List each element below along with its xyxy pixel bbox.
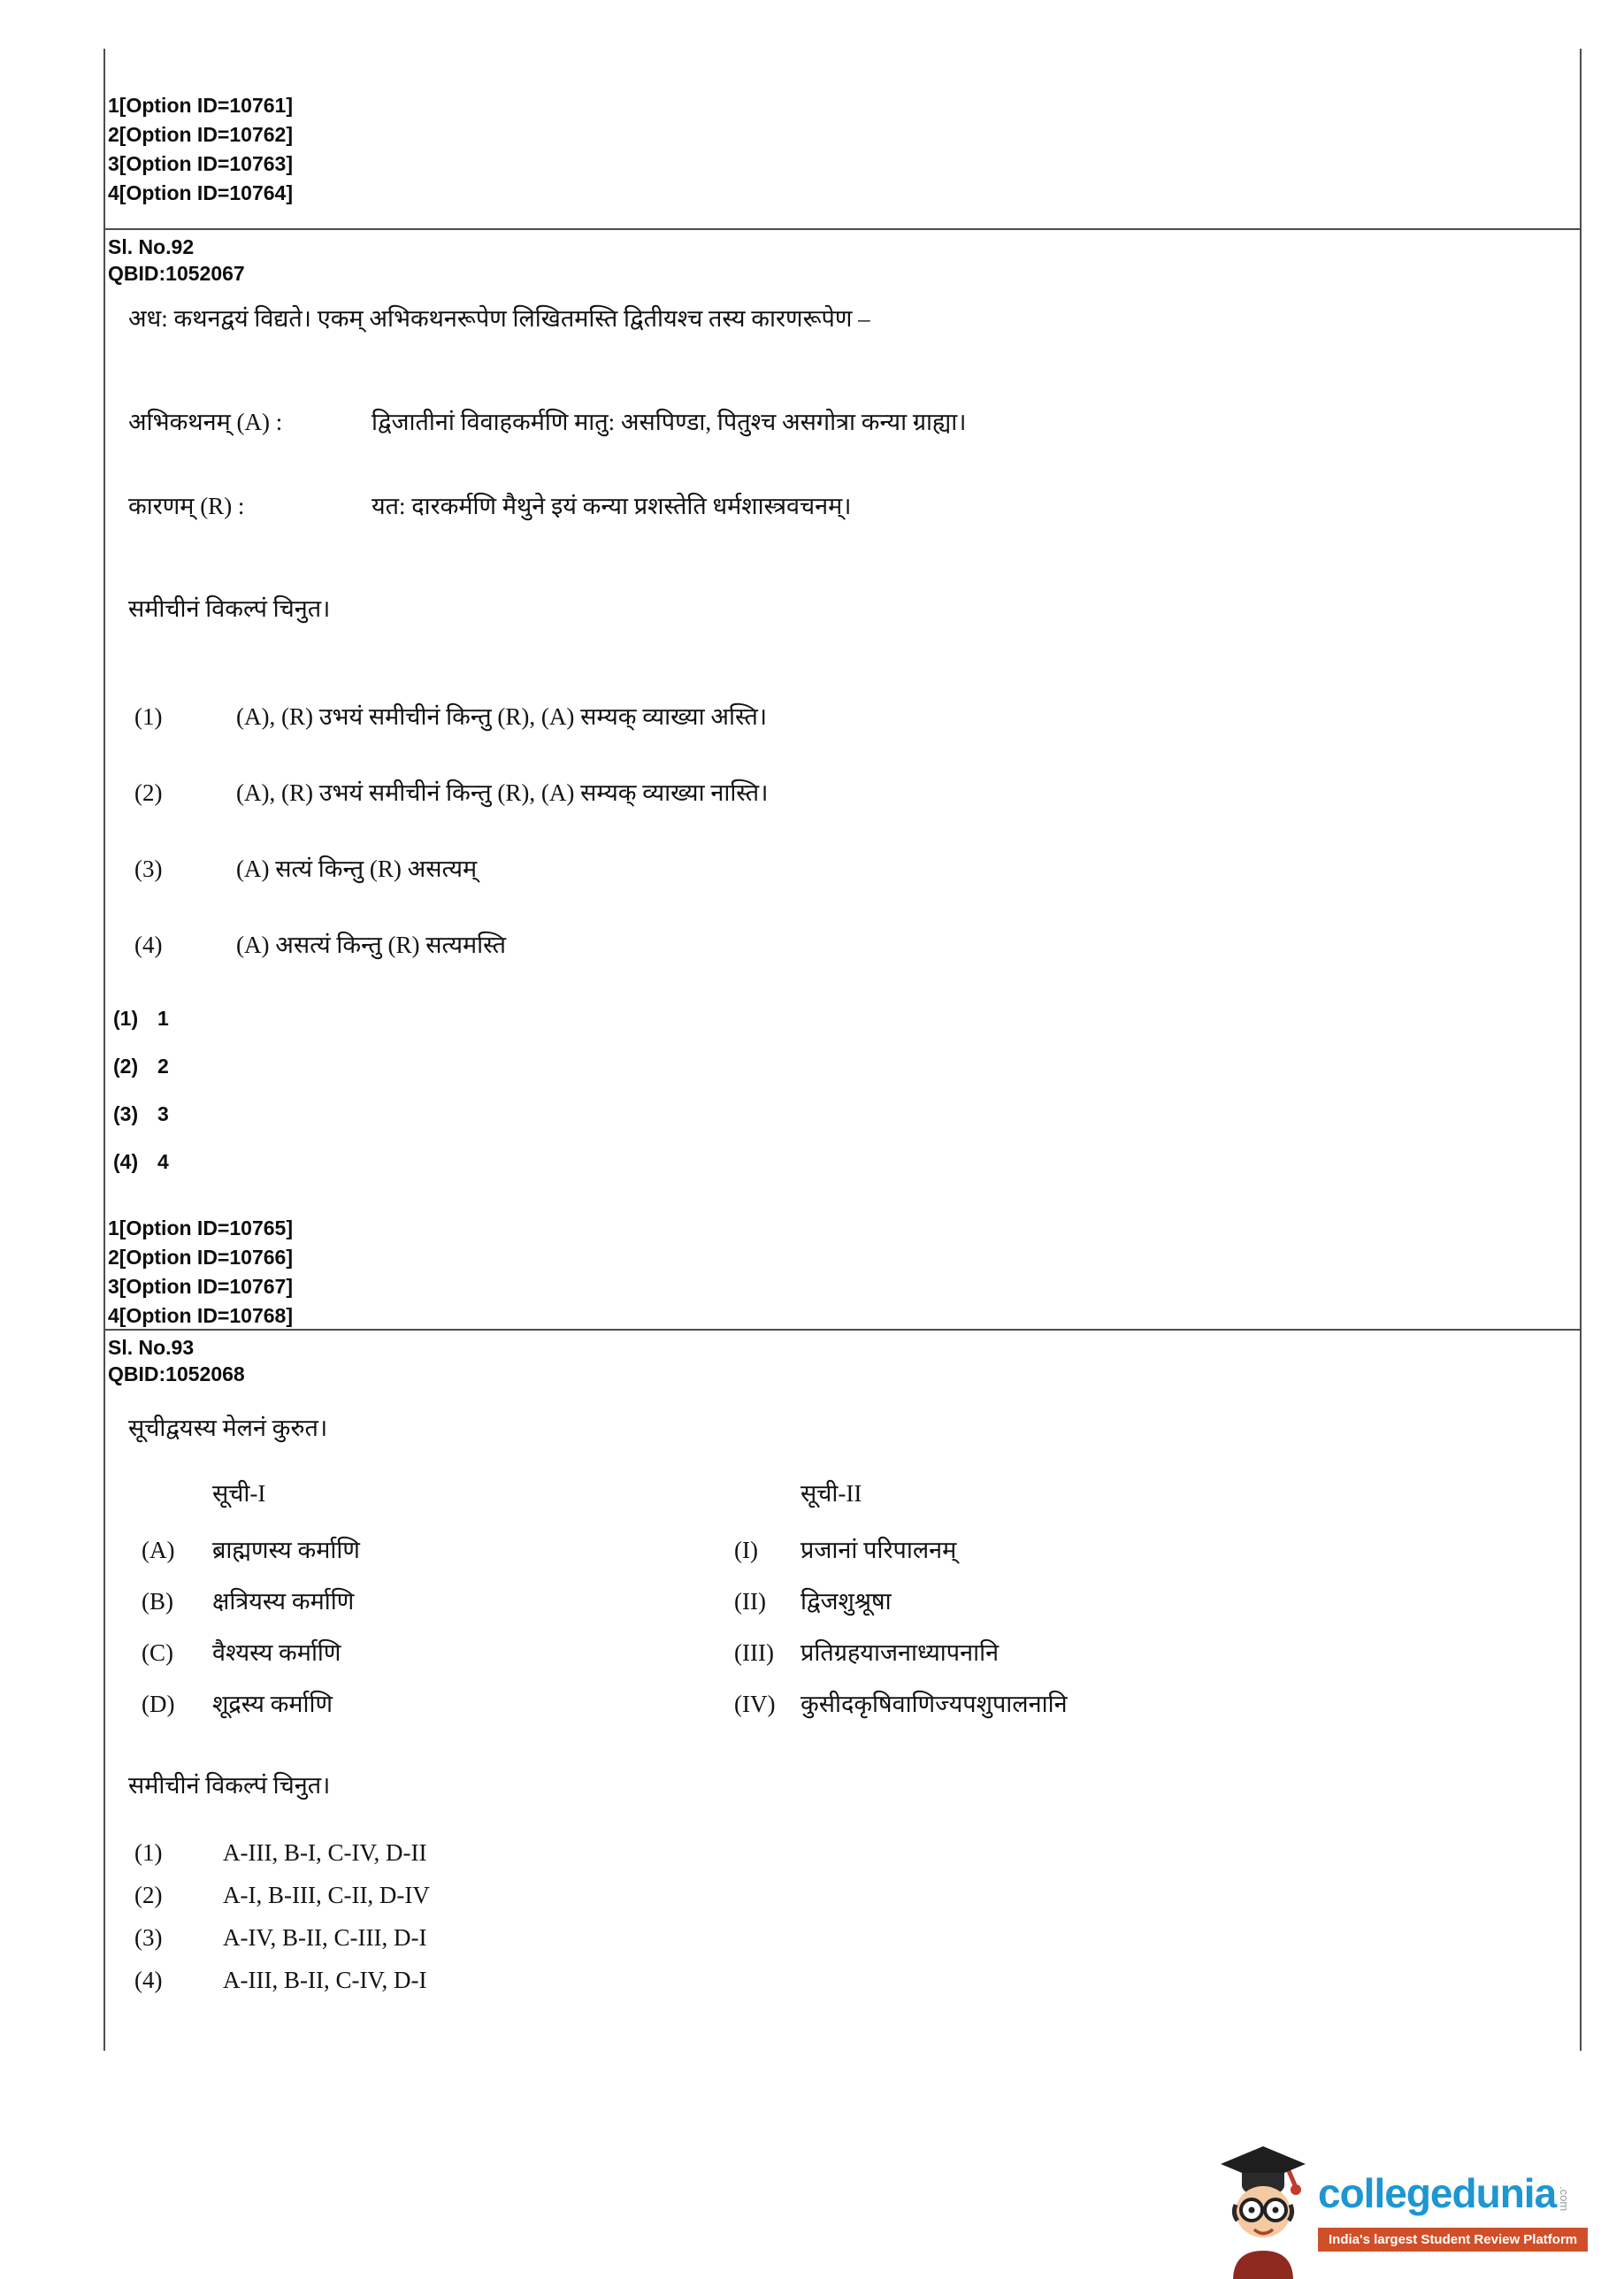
question-93-intro: सूचीद्वयस्य मेलनं कुरुत। bbox=[128, 1415, 328, 1441]
answer-number: (4) bbox=[113, 1150, 139, 1173]
question-92-assertion-row bbox=[128, 403, 967, 441]
list-1-item-number: (D) bbox=[142, 1691, 175, 1717]
option-id-line: 1[Option ID=10761] bbox=[108, 94, 293, 117]
option-number: (3) bbox=[134, 1924, 163, 1951]
question-92-option-row bbox=[134, 849, 477, 888]
option-number: (4) bbox=[134, 932, 163, 958]
match-pair-row bbox=[142, 1633, 999, 1672]
question-93-option-row bbox=[134, 1961, 426, 1999]
option-number: (1) bbox=[134, 1839, 163, 1866]
reason-text: यत: दारकर्मणि मैथुने इयं कन्या प्रशस्तेति धर्मशास्त्रवचनम्। bbox=[372, 493, 852, 519]
option-number: (3) bbox=[134, 856, 163, 882]
option-text: A-IV, B-II, C-III, D-I bbox=[223, 1924, 427, 1951]
option-number: (2) bbox=[134, 1882, 163, 1908]
option-id-block-1 bbox=[108, 91, 293, 208]
match-pair-row bbox=[142, 1531, 956, 1569]
assertion-text: द्विजातीनां विवाहकर्मणि मातु: असपिण्डा, पितुश्च असगोत्रा कन्या ग्राह्या। bbox=[372, 409, 967, 435]
list-1-item-text: शूद्रस्य कर्माणि bbox=[212, 1691, 333, 1717]
list-1-header: सूची-I bbox=[212, 1480, 266, 1507]
list-2-item-text: प्रजानां परिपालनम् bbox=[801, 1537, 957, 1563]
answer-value: 2 bbox=[157, 1055, 169, 1078]
question-93-option-row bbox=[134, 1833, 426, 1872]
option-id-line: 4[Option ID=10768] bbox=[108, 1304, 293, 1327]
question-92-option-row bbox=[134, 697, 767, 736]
row-separator-1 bbox=[103, 228, 1582, 230]
table-border-right bbox=[1580, 49, 1582, 2051]
option-id-line: 3[Option ID=10763] bbox=[108, 152, 293, 175]
collegedunia-logo bbox=[1214, 2146, 1624, 2279]
question-93-option-row bbox=[134, 1918, 426, 1957]
list-2-item-text: प्रतिग्रहयाजनाध्यापनानि bbox=[801, 1639, 1000, 1666]
option-id-line: 4[Option ID=10764] bbox=[108, 181, 293, 204]
option-text: A-I, B-III, C-II, D-IV bbox=[223, 1882, 430, 1908]
list-2-item-number: (III) bbox=[734, 1639, 774, 1666]
answer-value: 1 bbox=[157, 1007, 169, 1030]
answer-number: (2) bbox=[113, 1055, 139, 1078]
list-2-item-text: कुसीदकृषिवाणिज्यपशुपालनानि bbox=[801, 1691, 1068, 1717]
question-93-option-row bbox=[134, 1876, 430, 1915]
option-text: (A) असत्यं किन्तु (R) सत्यमस्ति bbox=[236, 932, 507, 958]
list-1-item-text: वैश्यस्य कर्माणि bbox=[212, 1639, 341, 1666]
question-92-reason-row bbox=[128, 487, 852, 526]
question-93-instruction: समीचीनं विकल्पं चिनुत। bbox=[128, 1772, 331, 1799]
option-id-block-2 bbox=[108, 1214, 293, 1331]
list-2-item-number: (II) bbox=[734, 1588, 766, 1615]
list-1-item-number: (A) bbox=[142, 1537, 175, 1563]
option-text: (A) सत्यं किन्तु (R) असत्यम् bbox=[236, 856, 478, 882]
collegedunia-brand-line bbox=[1318, 2169, 1571, 2217]
row-separator-2 bbox=[103, 1329, 1582, 1331]
answer-number: (3) bbox=[113, 1102, 139, 1125]
option-number: (1) bbox=[134, 703, 163, 730]
option-id-line: 1[Option ID=10765] bbox=[108, 1216, 293, 1239]
collegedunia-tagline: India's largest Student Review Platform bbox=[1318, 2228, 1588, 2252]
option-text: A-III, B-I, C-IV, D-II bbox=[223, 1839, 427, 1866]
list-2-item-number: (I) bbox=[734, 1537, 758, 1563]
question-92-header bbox=[108, 234, 245, 287]
answer-choice-row bbox=[113, 1007, 169, 1031]
list-1-item-text: क्षत्रियस्य कर्माणि bbox=[212, 1588, 355, 1615]
answer-choice-row bbox=[113, 1102, 169, 1126]
list-2-header: सूची-II bbox=[801, 1480, 862, 1507]
answer-choice-row bbox=[113, 1055, 169, 1078]
list-2-item-number: (IV) bbox=[734, 1691, 776, 1717]
option-text: (A), (R) उभयं समीचीनं किन्तु (R), (A) सम्यक् व्याख्या नास्ति। bbox=[236, 779, 769, 806]
option-id-line: 2[Option ID=10762] bbox=[108, 123, 293, 146]
collegedunia-tld-text: .com bbox=[1558, 2185, 1572, 2211]
answer-value: 4 bbox=[157, 1150, 169, 1173]
answer-number: (1) bbox=[113, 1007, 139, 1030]
option-text: (A), (R) उभयं समीचीनं किन्तु (R), (A) सम्यक् व्याख्या अस्ति। bbox=[236, 703, 768, 730]
question-92-option-row bbox=[134, 773, 768, 812]
reason-label: कारणम् (R) : bbox=[128, 493, 245, 519]
list-1-item-number: (B) bbox=[142, 1588, 173, 1615]
option-id-line: 3[Option ID=10767] bbox=[108, 1275, 293, 1298]
option-number: (2) bbox=[134, 779, 163, 806]
option-number: (4) bbox=[134, 1967, 163, 1993]
question-92-instruction: समीचीनं विकल्पं चिनुत। bbox=[128, 595, 331, 622]
option-id-line: 2[Option ID=10766] bbox=[108, 1246, 293, 1269]
question-92-intro: अध: कथनद्वयं विद्यते। एकम् अभिकथनरूपेण लिखितमस्ति द्वितीयश्च तस्य कारणरूपेण – bbox=[128, 305, 870, 332]
question-qbid: QBID:1052068 bbox=[108, 1362, 245, 1385]
question-qbid: QBID:1052067 bbox=[108, 262, 245, 285]
option-text: A-III, B-II, C-IV, D-I bbox=[223, 1967, 427, 1993]
assertion-label: अभिकथनम् (A) : bbox=[128, 409, 283, 435]
list-1-item-number: (C) bbox=[142, 1639, 173, 1666]
table-border-left bbox=[103, 49, 105, 2051]
question-93-header bbox=[108, 1334, 245, 1387]
list-1-item-text: ब्राह्मणस्य कर्माणि bbox=[212, 1537, 360, 1563]
match-pair-row bbox=[142, 1582, 892, 1621]
collegedunia-mascot-icon bbox=[1214, 2146, 1313, 2279]
question-serial-number: Sl. No.93 bbox=[108, 1336, 195, 1359]
match-pair-row bbox=[142, 1684, 1068, 1723]
answer-choice-row bbox=[113, 1150, 169, 1174]
answer-value: 3 bbox=[157, 1102, 169, 1125]
collegedunia-brand-text: collegedunia bbox=[1318, 2170, 1557, 2216]
question-92-option-row bbox=[134, 925, 506, 964]
question-serial-number: Sl. No.92 bbox=[108, 235, 195, 258]
list-2-item-text: द्विजशुश्रूषा bbox=[801, 1588, 892, 1615]
